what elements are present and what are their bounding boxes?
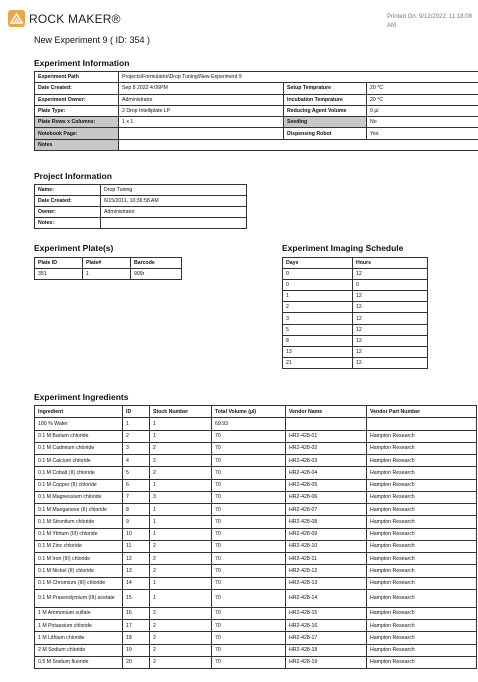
ingredient-row-cell: 70 xyxy=(212,516,286,528)
schedule-row xyxy=(283,313,428,324)
experiment-info-value xyxy=(119,128,284,139)
experiment-info-label: Date Created: xyxy=(35,83,119,94)
schedule-row xyxy=(283,302,428,313)
ingredient-row-cell: 0.1 M Yttrium (III) chloride xyxy=(35,528,123,540)
experiment-info-value: Projects\Formulatrix\Drop Tuning\New Experiment 9 xyxy=(119,72,478,83)
ingredient-row xyxy=(35,455,477,467)
ingredient-row-cell: HR2-428-12 xyxy=(286,565,367,577)
ingredient-row-cell: 0.1 M Chromium (III) chloride xyxy=(35,577,123,589)
experiment-info-row xyxy=(35,139,478,150)
project-info-value xyxy=(101,218,247,229)
ingredient-row-cell: 18 xyxy=(123,632,150,644)
ingredient-row-cell: 1 M Potassium chloride xyxy=(35,620,123,632)
ingredient-row-cell: HR2-428-08 xyxy=(286,516,367,528)
ingredient-row-cell: Hampton Research xyxy=(367,467,477,479)
column-header: Vendor Part Number xyxy=(367,406,477,418)
ingredient-row-cell: 2 xyxy=(150,632,212,644)
ingredient-row-cell: Hampton Research xyxy=(367,589,477,607)
ingredient-row-cell: 2 xyxy=(150,656,212,668)
schedule-row-cell: 12 xyxy=(353,302,428,313)
project-info-row xyxy=(35,185,247,196)
ingredient-row-cell: 1 xyxy=(123,418,150,430)
ingredient-row-cell: 70 xyxy=(212,540,286,552)
experiment-ingredients-table xyxy=(34,405,477,669)
schedule-row xyxy=(283,291,428,302)
experiment-information-table xyxy=(34,71,478,151)
experiment-plates-heading: Experiment Plate(s) xyxy=(34,243,114,253)
ingredient-row-cell: 0.1 M Zinc chloride xyxy=(35,540,123,552)
ingredient-row-cell: Hampton Research xyxy=(367,479,477,491)
ingredient-row xyxy=(35,607,477,619)
ingredient-row-cell: 0.1 M Nickel (II) chloride xyxy=(35,565,123,577)
experiment-info-value: 1 x 1 xyxy=(119,117,284,128)
ingredient-row-cell: 70 xyxy=(212,430,286,442)
ingredient-row-cell: Hampton Research xyxy=(367,656,477,668)
ingredient-row-cell: Hampton Research xyxy=(367,553,477,565)
ingredient-row-cell: 2 xyxy=(150,455,212,467)
ingredient-row-cell: 69.93 xyxy=(212,418,286,430)
imaging-schedule-heading: Experiment Imaging Schedule xyxy=(282,243,404,253)
experiment-title: New Experiment 9 ( ID: 354 ) xyxy=(34,35,151,45)
column-header: Hours xyxy=(353,258,428,269)
project-information-table xyxy=(34,184,247,229)
ingredient-row-cell: Hampton Research xyxy=(367,565,477,577)
experiment-info-value: Sep 8 2022 4:06PM xyxy=(119,83,284,94)
experiment-info-label: Reducing Agent Volume xyxy=(284,105,367,116)
ingredient-row-cell: 9 xyxy=(123,516,150,528)
experiment-info-row xyxy=(35,128,478,139)
ingredient-row xyxy=(35,540,477,552)
imaging-schedule-table xyxy=(282,257,428,369)
experiment-info-row xyxy=(35,117,478,128)
project-info-value: Administrator xyxy=(101,207,247,218)
experiment-info-value xyxy=(119,139,478,150)
experiment-info-row xyxy=(35,94,478,105)
plate-row-cell: 351 xyxy=(35,269,83,280)
ingredient-row-cell: 1 M Lithium chloride xyxy=(35,632,123,644)
ingredient-row-cell: 17 xyxy=(123,620,150,632)
ingredient-row-cell: HR2-428-16 xyxy=(286,620,367,632)
experiment-info-label: Incubation Temprature xyxy=(284,94,367,105)
ingredient-row-cell: 70 xyxy=(212,504,286,516)
ingredient-row-cell: HR2-428-19 xyxy=(286,656,367,668)
experiment-info-value: Yes xyxy=(367,128,478,139)
ingredient-row-cell: 2 xyxy=(150,540,212,552)
ingredient-row-cell: 2 M Sodium chloride xyxy=(35,644,123,656)
plate-row-cell: 909r xyxy=(131,269,182,280)
ingredient-row-cell: 70 xyxy=(212,442,286,454)
ingredient-row-cell: 8 xyxy=(123,504,150,516)
ingredient-row-cell: 70 xyxy=(212,479,286,491)
schedule-row-cell: 0 xyxy=(283,269,353,280)
ingredient-row-cell: 70 xyxy=(212,589,286,607)
plate-row xyxy=(35,269,182,280)
experiment-info-value: 0 µl xyxy=(367,105,478,116)
ingredient-row-cell: Hampton Research xyxy=(367,430,477,442)
ingredient-row-cell: HR2-428-06 xyxy=(286,491,367,503)
ingredient-row-cell: 15 xyxy=(123,589,150,607)
column-header: Barcode xyxy=(131,258,182,269)
schedule-row-cell: 1 xyxy=(283,291,353,302)
ingredient-row-cell: 10 xyxy=(123,528,150,540)
ingredient-row-cell: 7 xyxy=(123,491,150,503)
experiment-info-label: Plate Rows x Columns: xyxy=(35,117,119,128)
project-info-label: Owner: xyxy=(35,207,101,218)
experiment-info-label: Seeding xyxy=(284,117,367,128)
ingredient-row xyxy=(35,516,477,528)
ingredient-row-cell: 2 xyxy=(150,607,212,619)
project-info-value: Drop Tuning xyxy=(101,185,247,196)
ingredient-row-cell: HR2-428-15 xyxy=(286,607,367,619)
ingredient-row-cell: 0.1 M Barium chloride xyxy=(35,430,123,442)
experiment-info-value: 20 °C xyxy=(367,94,478,105)
experiment-info-row xyxy=(35,83,478,94)
column-header: Plate# xyxy=(83,258,131,269)
ingredient-row-cell: HR2-428-02 xyxy=(286,442,367,454)
ingredient-row-cell: 2 xyxy=(150,553,212,565)
project-info-row xyxy=(35,218,247,229)
ingredient-row-cell: 1 xyxy=(150,479,212,491)
rock-maker-logo-icon xyxy=(8,10,25,27)
ingredient-row-cell: 0.1 M Cobalt (II) chloride xyxy=(35,467,123,479)
ingredient-row-cell: 1 xyxy=(150,589,212,607)
column-header: Total Volume (µl) xyxy=(212,406,286,418)
experiment-plates-table xyxy=(34,257,182,280)
ingredient-row-cell: HR2-428-04 xyxy=(286,467,367,479)
ingredient-row-cell: 70 xyxy=(212,528,286,540)
ingredient-row-cell xyxy=(367,418,477,430)
ingredient-row-cell: 70 xyxy=(212,620,286,632)
ingredient-row xyxy=(35,528,477,540)
ingredient-row-cell: 3 xyxy=(150,491,212,503)
ingredient-row-cell: HR2-428-01 xyxy=(286,430,367,442)
schedule-row xyxy=(283,269,428,280)
ingredient-row xyxy=(35,504,477,516)
ingredient-row-cell: 0.1 M Magnessium chloride xyxy=(35,491,123,503)
column-header: Days xyxy=(283,258,353,269)
page-header xyxy=(8,10,470,34)
ingredient-row-cell: 2 xyxy=(150,644,212,656)
ingredient-row-cell: HR2-428-17 xyxy=(286,632,367,644)
ingredient-row-cell: 70 xyxy=(212,455,286,467)
experiment-info-value: Administrator xyxy=(119,94,284,105)
ingredient-row xyxy=(35,442,477,454)
printed-line-2: AM xyxy=(387,23,396,29)
ingredient-row-cell: 1 xyxy=(150,418,212,430)
project-info-label: Date Created: xyxy=(35,196,101,207)
schedule-row-cell: 0 xyxy=(353,280,428,291)
ingredient-row-cell: HR2-428-18 xyxy=(286,644,367,656)
experiment-information-heading: Experiment Information xyxy=(34,58,130,68)
ingredient-row-cell: 1 xyxy=(150,430,212,442)
schedule-row-cell: 12 xyxy=(353,346,428,357)
ingredient-row-cell: 1 xyxy=(150,504,212,516)
ingredient-row xyxy=(35,656,477,668)
ingredient-row-cell: 20 xyxy=(123,656,150,668)
ingredient-row-cell: Hampton Research xyxy=(367,620,477,632)
ingredient-row-cell: Hampton Research xyxy=(367,632,477,644)
schedule-row xyxy=(283,324,428,335)
ingredient-row-cell: HR2-428-13 xyxy=(286,577,367,589)
project-info-label: Name: xyxy=(35,185,101,196)
ingredient-row-cell: 12 xyxy=(123,553,150,565)
schedule-row-cell: 12 xyxy=(353,357,428,368)
experiment-info-value: No xyxy=(367,117,478,128)
experiment-info-label: Experiment Owner: xyxy=(35,94,119,105)
experiment-info-row xyxy=(35,72,478,83)
ingredient-row-cell: Hampton Research xyxy=(367,491,477,503)
ingredient-row-cell: Hampton Research xyxy=(367,607,477,619)
ingredient-row-cell: 0.1 M Cadmium chloride xyxy=(35,442,123,454)
ingredient-row xyxy=(35,644,477,656)
brand-logo xyxy=(8,10,121,27)
ingredient-row-cell: Hampton Research xyxy=(367,442,477,454)
ingredient-row-cell: 3 xyxy=(123,442,150,454)
schedule-row-cell: 12 xyxy=(353,335,428,346)
ingredient-row-cell: 70 xyxy=(212,607,286,619)
ingredient-row xyxy=(35,430,477,442)
experiment-info-row xyxy=(35,105,478,116)
ingredient-row-cell: 70 xyxy=(212,632,286,644)
schedule-row xyxy=(283,335,428,346)
experiment-ingredients-heading: Experiment Ingredients xyxy=(34,392,129,402)
ingredient-row-cell: Hampton Research xyxy=(367,528,477,540)
ingredient-row-cell: 1 M Ammonium sulfate xyxy=(35,607,123,619)
ingredient-row-cell: 16 xyxy=(123,607,150,619)
ingredient-row-cell: 0.1 M Praseodymium (III) acetate xyxy=(35,589,123,607)
schedule-row-cell: 5 xyxy=(283,324,353,335)
ingredient-row-cell: 1 xyxy=(150,516,212,528)
ingredient-row xyxy=(35,589,477,607)
schedule-row-cell: 12 xyxy=(353,313,428,324)
ingredient-row-cell: 1 xyxy=(150,528,212,540)
ingredient-row-cell: 70 xyxy=(212,644,286,656)
schedule-row xyxy=(283,280,428,291)
ingredient-row-cell: 14 xyxy=(123,577,150,589)
ingredient-row xyxy=(35,491,477,503)
ingredient-row-cell: 0.1 M Copper (II) chloride xyxy=(35,479,123,491)
ingredient-row-cell: HR2-428-10 xyxy=(286,540,367,552)
ingredient-row-cell: HR2-428-14 xyxy=(286,589,367,607)
ingredient-row-cell: HR2-428-07 xyxy=(286,504,367,516)
ingredient-row xyxy=(35,620,477,632)
ingredient-row-cell: 2 xyxy=(150,620,212,632)
schedule-row-cell: 12 xyxy=(353,269,428,280)
project-information-heading: Project Information xyxy=(34,171,112,181)
schedule-row-cell: 3 xyxy=(283,313,353,324)
project-info-row xyxy=(35,196,247,207)
ingredient-row-cell: 100 % Water xyxy=(35,418,123,430)
ingredient-row-cell: 2 xyxy=(150,442,212,454)
ingredient-row-cell: HR2-428-09 xyxy=(286,528,367,540)
ingredient-row-cell: 70 xyxy=(212,553,286,565)
schedule-row-cell: 2 xyxy=(283,302,353,313)
ingredient-row-cell: 0.5 M Sodium fluoride xyxy=(35,656,123,668)
ingredient-row-cell: Hampton Research xyxy=(367,577,477,589)
ingredient-row-cell: 5 xyxy=(123,467,150,479)
printed-line-1: Printed On: 9/12/2022, 11:18:08 xyxy=(387,14,472,20)
schedule-row-cell: 21 xyxy=(283,357,353,368)
schedule-row xyxy=(283,357,428,368)
ingredient-row-cell: 1 xyxy=(150,577,212,589)
ingredient-row xyxy=(35,565,477,577)
ingredient-row-cell: HR2-428-11 xyxy=(286,553,367,565)
ingredient-row-cell: 0.1 M Calcium chloride xyxy=(35,455,123,467)
column-header: Ingredient xyxy=(35,406,123,418)
experiment-info-label: Experiment Path xyxy=(35,72,119,83)
ingredient-row-cell: Hampton Research xyxy=(367,540,477,552)
printed-timestamp xyxy=(387,13,477,31)
schedule-row-cell: 12 xyxy=(353,291,428,302)
schedule-row-cell: 0 xyxy=(283,280,353,291)
ingredient-row xyxy=(35,418,477,430)
ingredient-row-cell: Hampton Research xyxy=(367,644,477,656)
ingredient-row-cell: 0.1 M Manganese (II) chloride xyxy=(35,504,123,516)
ingredient-row xyxy=(35,479,477,491)
ingredient-row-cell: 70 xyxy=(212,467,286,479)
project-info-value: 6/15/2011, 10:36:58 AM xyxy=(101,196,247,207)
column-header: Stock Number xyxy=(150,406,212,418)
ingredient-row-cell: 0.1 M Iron (III) chloride xyxy=(35,553,123,565)
project-info-label: Notes: xyxy=(35,218,101,229)
ingredient-row-cell: 2 xyxy=(150,467,212,479)
ingredient-row-cell: 70 xyxy=(212,577,286,589)
schedule-row-cell: 12 xyxy=(353,324,428,335)
column-header: ID xyxy=(123,406,150,418)
ingredient-row-cell: 19 xyxy=(123,644,150,656)
ingredient-row-cell: 11 xyxy=(123,540,150,552)
ingredient-row xyxy=(35,577,477,589)
experiment-info-value: 20 °C xyxy=(367,83,478,94)
schedule-row-cell: 8 xyxy=(283,335,353,346)
ingredient-row-cell: Hampton Research xyxy=(367,455,477,467)
ingredient-row-cell xyxy=(286,418,367,430)
plate-row-cell: 1 xyxy=(83,269,131,280)
experiment-info-label: Notes xyxy=(35,139,119,150)
column-header: Vendor Name xyxy=(286,406,367,418)
ingredient-row-cell: 2 xyxy=(123,430,150,442)
experiment-info-label: Setup Temprature xyxy=(284,83,367,94)
schedule-row-cell: 13 xyxy=(283,346,353,357)
ingredient-row-cell: 0.1 M Strontium chloride xyxy=(35,516,123,528)
column-header: Plate ID xyxy=(35,258,83,269)
ingredient-row-cell: 70 xyxy=(212,656,286,668)
project-info-row xyxy=(35,207,247,218)
schedule-row xyxy=(283,346,428,357)
brand-name: ROCK MAKER® xyxy=(29,11,121,26)
ingredient-row-cell: 70 xyxy=(212,491,286,503)
ingredient-row-cell: Hampton Research xyxy=(367,504,477,516)
experiment-info-label: Dispensing Robot xyxy=(284,128,367,139)
ingredient-row-cell: 13 xyxy=(123,565,150,577)
ingredient-row-cell: 70 xyxy=(212,565,286,577)
ingredient-row xyxy=(35,553,477,565)
ingredient-row xyxy=(35,632,477,644)
ingredient-row xyxy=(35,467,477,479)
ingredient-row-cell: 2 xyxy=(150,565,212,577)
experiment-info-label: Notebook Page: xyxy=(35,128,119,139)
experiment-info-value: 2 Drop Intelliplate LP xyxy=(119,105,284,116)
ingredient-row-cell: 4 xyxy=(123,455,150,467)
ingredient-row-cell: HR2-428-03 xyxy=(286,455,367,467)
experiment-info-label: Plate Type: xyxy=(35,105,119,116)
ingredient-row-cell: HR2-428-05 xyxy=(286,479,367,491)
ingredient-row-cell: 6 xyxy=(123,479,150,491)
ingredient-row-cell: Hampton Research xyxy=(367,516,477,528)
